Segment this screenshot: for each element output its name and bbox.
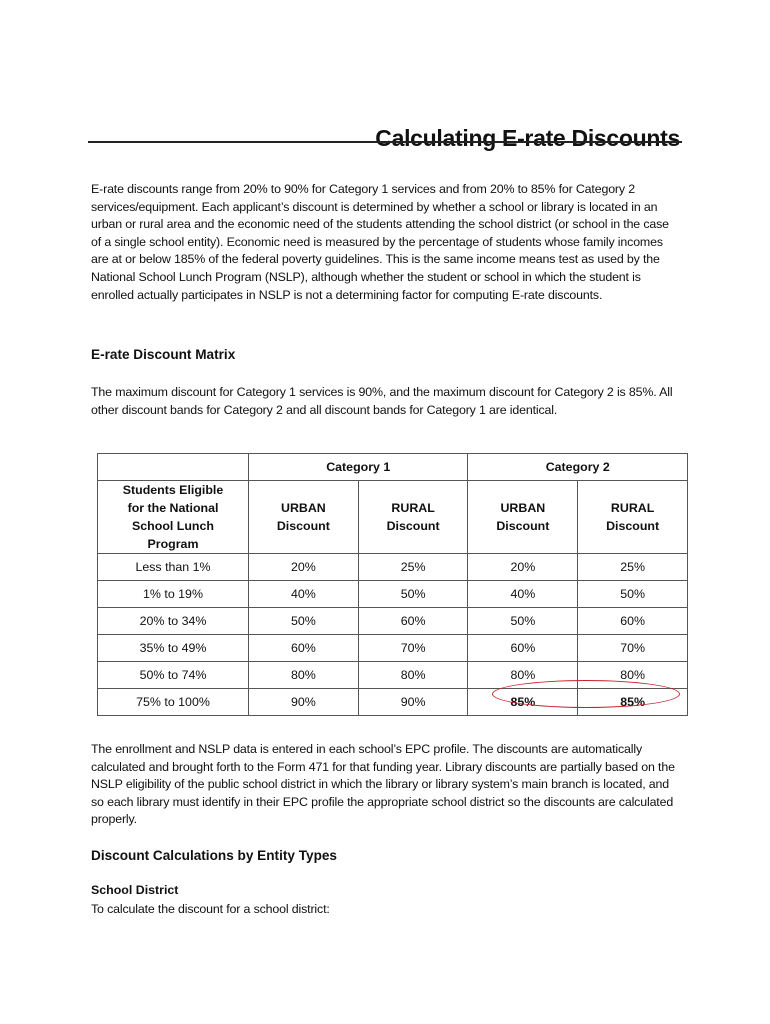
discount-matrix-table [97,453,688,716]
title-underline [88,141,682,143]
band-cell: 1% to 19% [98,581,249,608]
band-cell: 75% to 100% [98,689,249,716]
cat1-rural-cell: 60% [358,608,468,635]
cat1-urban-cell: 60% [249,635,359,662]
cat2-rural-cell: 85% [578,689,688,716]
table-header-row-categories [98,454,688,481]
table-header-row-types [98,481,688,554]
table-row [98,635,688,662]
cat2-rural-cell: 70% [578,635,688,662]
cat2-rural-cell: 25% [578,554,688,581]
enrollment-paragraph: The enrollment and NSLP data is entered in each school’s EPC profile. The discounts are automatically calculated and brought forth to the Form 471 for that funding year. Library discounts are partially based on the NSLP eligibility of the public school district in which the library or library system’s main branch is located, and so each library must identify in their EPC profile the appropriate school district so the discounts are calculated properly. [91,742,675,827]
band-cell: Less than 1% [98,554,249,581]
cat1-urban-header: URBAN Discount [249,481,359,554]
table-row [98,554,688,581]
cat1-urban-cell: 50% [249,608,359,635]
band-cell: 50% to 74% [98,662,249,689]
cat2-rural-cell: 60% [578,608,688,635]
cat1-rural-cell: 70% [358,635,468,662]
cat2-rural-header: RURAL Discount [578,481,688,554]
cat2-urban-cell: 60% [468,635,578,662]
band-cell: 20% to 34% [98,608,249,635]
cat2-rural-cell: 50% [578,581,688,608]
cat1-urban-cell: 80% [249,662,359,689]
cat2-urban-cell: 20% [468,554,578,581]
intro-paragraph: E-rate discounts range from 20% to 90% for Category 1 services and from 20% to 85% for Category 2 services/equipment. Each applicant’s discount is determined by whether a school or library is located in an urban or rural area and the economic need of the students attending the school district (or school in the case of a single school entity). Economic need is measured by the percentage of students whose family incomes are at or below 185% of the federal poverty guidelines. This is the same income means test as used by the National School Lunch Program (NSLP), although whether the student or school in which the student is enrolled actually participates in NSLP is not a determining factor for computing E-rate discounts. [91,182,669,302]
cat1-urban-cell: 20% [249,554,359,581]
cat2-urban-cell: 40% [468,581,578,608]
cat2-urban-cell: 50% [468,608,578,635]
category1-header: Category 1 [249,454,468,481]
matrix-intro-paragraph: The maximum discount for Category 1 services is 90%, and the maximum discount for Category 2 is 85%. All other discount bands for Category 2 and all discount bands for Category 1 are identical. [91,385,673,417]
category2-header: Category 2 [468,454,688,481]
calc-heading: Discount Calculations by Entity Types [91,848,337,863]
school-district-text: To calculate the discount for a school district: [91,902,330,916]
cat1-rural-cell: 80% [358,662,468,689]
cat1-rural-cell: 90% [358,689,468,716]
cat1-urban-cell: 90% [249,689,359,716]
cat2-urban-cell: 85% [468,689,578,716]
matrix-heading: E-rate Discount Matrix [91,347,236,362]
cat2-rural-cell: 80% [578,662,688,689]
cat1-rural-cell: 25% [358,554,468,581]
band-cell: 35% to 49% [98,635,249,662]
cat1-urban-cell: 40% [249,581,359,608]
table-row [98,581,688,608]
nslp-row-header: Students Eligible for the National School Lunch Program [98,481,249,554]
table-corner-cell [98,454,249,481]
cat2-urban-cell: 80% [468,662,578,689]
cat1-rural-cell: 50% [358,581,468,608]
school-district-heading: School District [91,883,179,897]
table-row [98,689,688,716]
cat2-urban-header: URBAN Discount [468,481,578,554]
page-title: Calculating E-rate Discounts [375,125,680,152]
table-row [98,662,688,689]
cat1-rural-header: RURAL Discount [358,481,468,554]
table-row [98,608,688,635]
